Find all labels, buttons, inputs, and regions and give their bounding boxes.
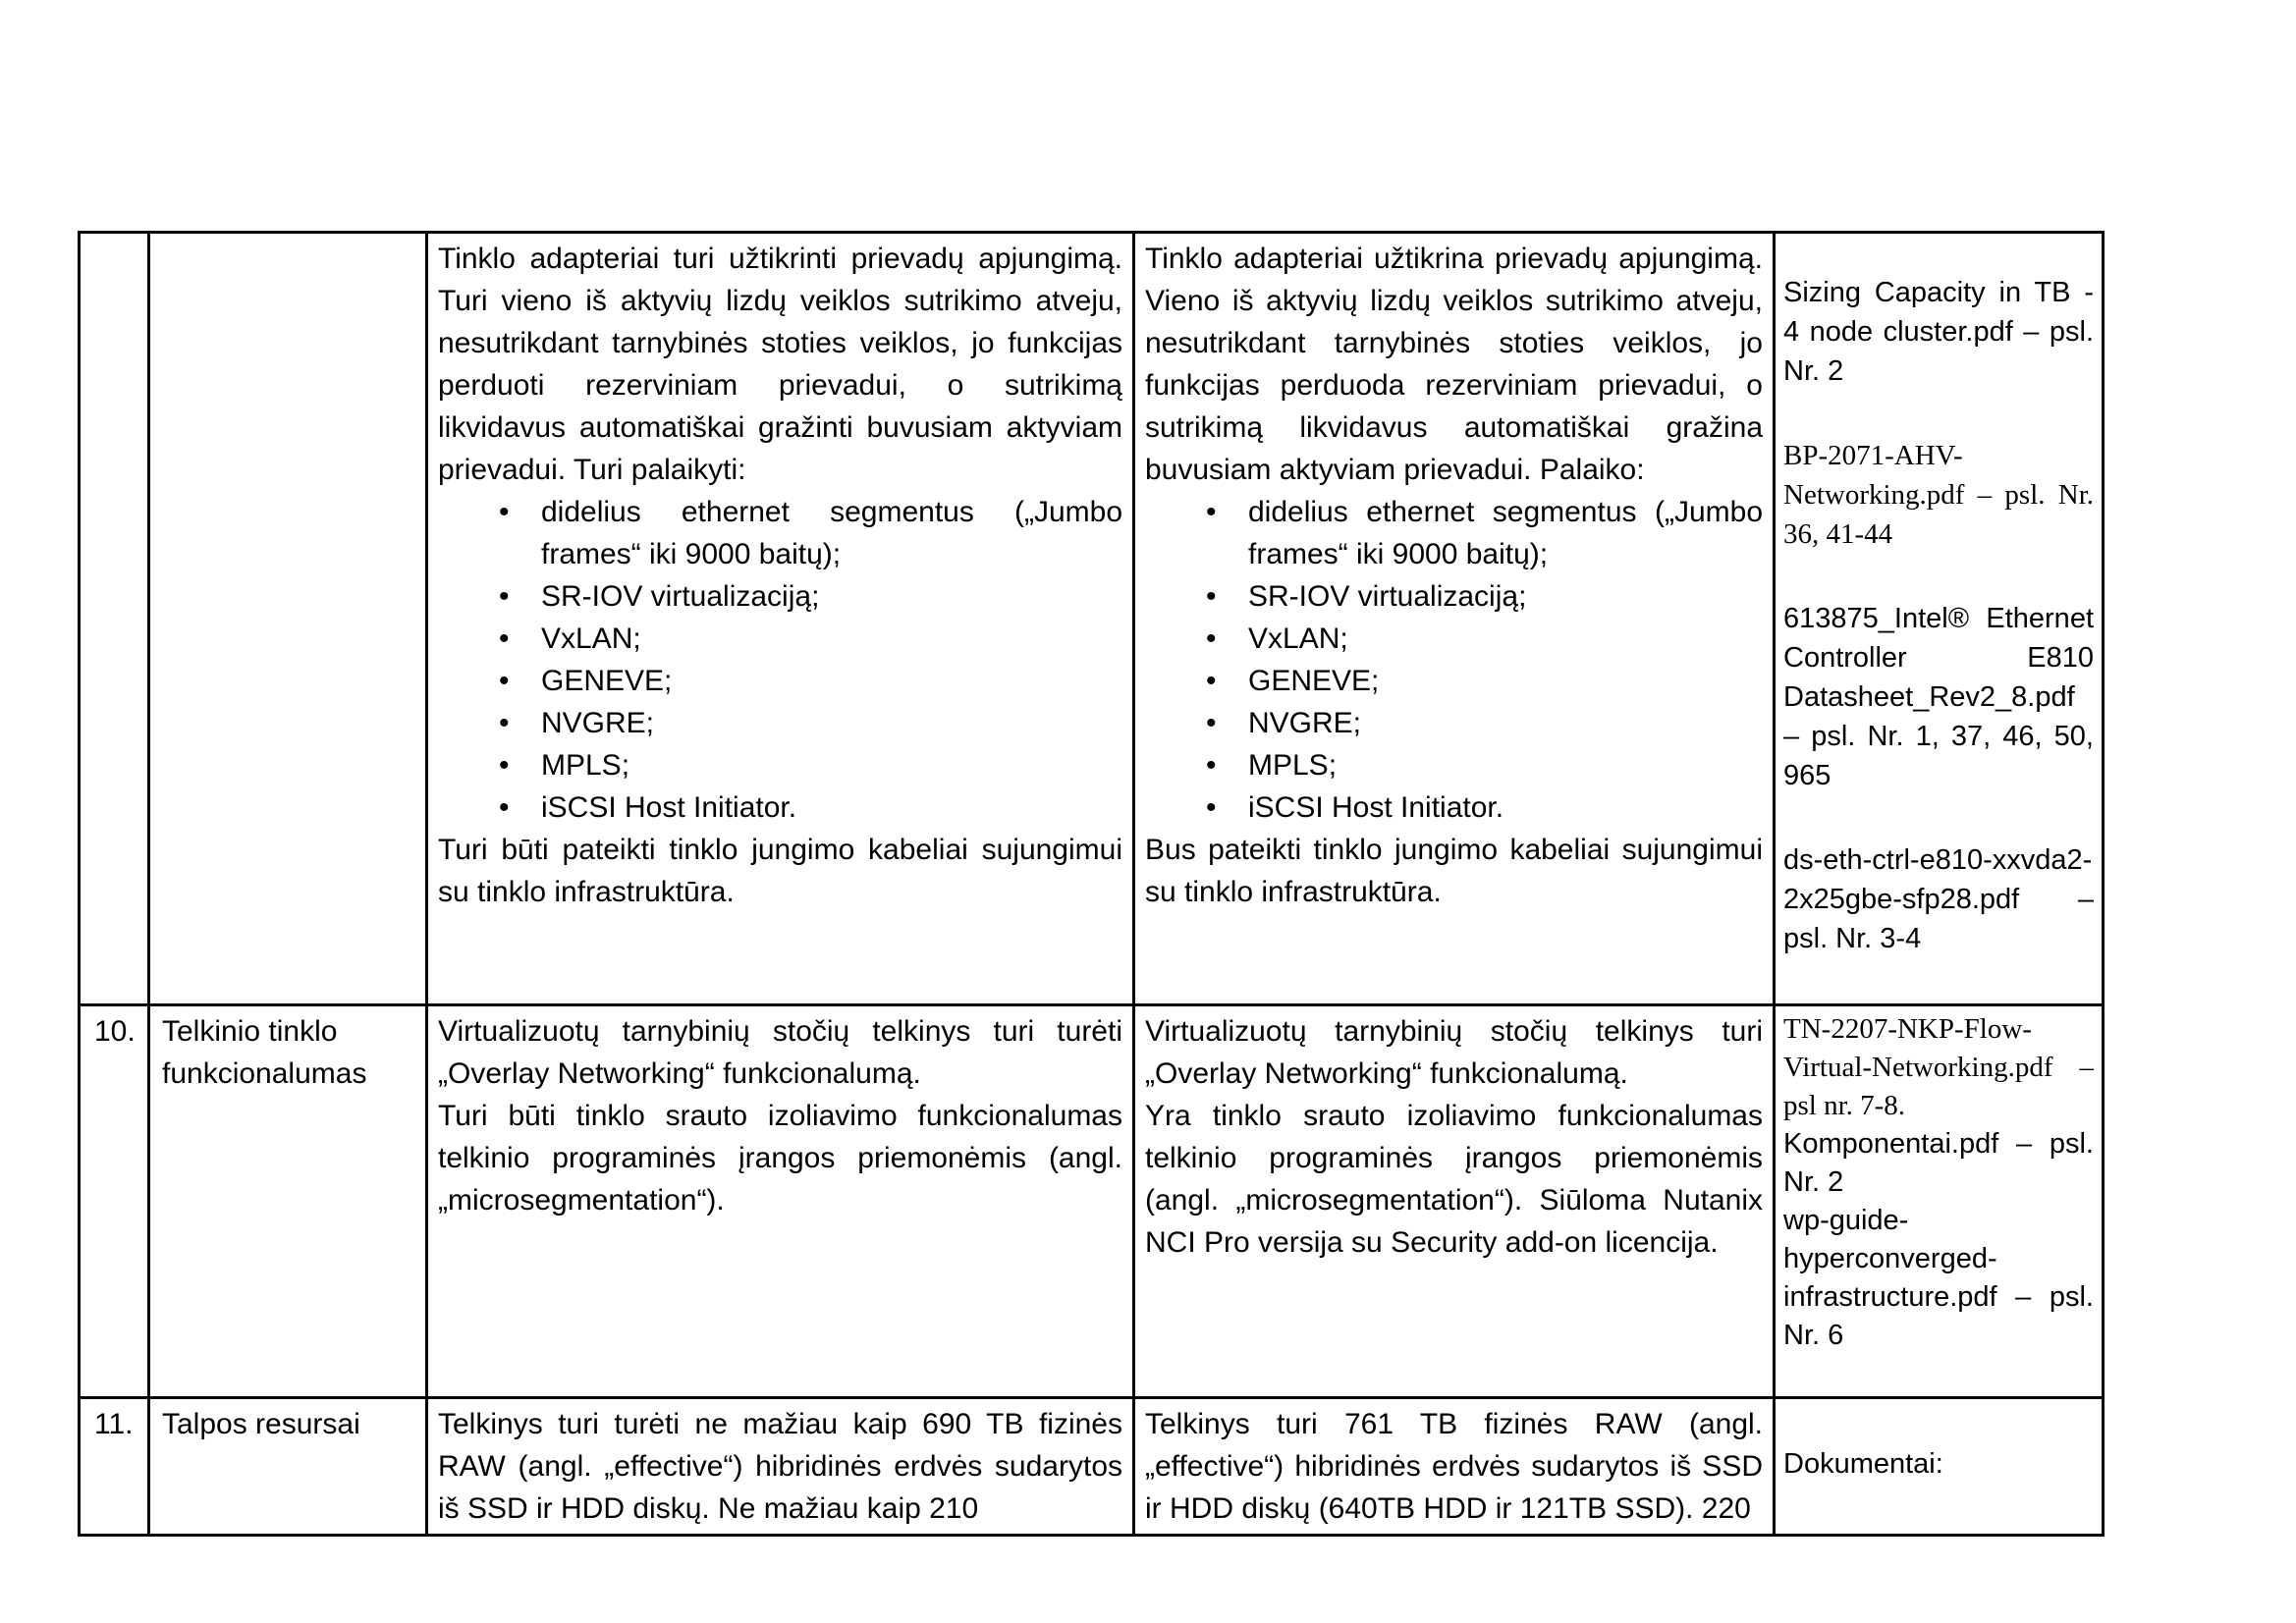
document-reference: TN-2207-NKP-Flow-Virtual-Networking.pdf – psl nr. 7-8. xyxy=(1783,1013,2094,1121)
cell-supplier-response xyxy=(1134,233,1775,1005)
row-number: 11. xyxy=(94,1408,134,1440)
cell-requirement-name xyxy=(149,1005,427,1398)
bullet-item: • VxLAN; xyxy=(438,618,1122,660)
document-reference: Sizing Capacity in TB - 4 node cluster.pdf – psl. Nr. 2 xyxy=(1783,277,2094,387)
bullet-item: • didelius ethernet segmentus („Jumbo frames“ iki 9000 baitų); xyxy=(1145,491,1763,575)
requirement-paragraph: Turi būti tinklo srauto izoliavimo funkcionalumas telkinio programinės įrangos priemonėmis (angl. „microsegmentation“). xyxy=(438,1100,1122,1217)
response-intro: Tinklo adapteriai užtikrina prievadų apjungimą. Vieno iš aktyvių lizdų veiklos sutrikimo atveju, nesutrikdant tarnybinės stoties veiklos, jo funkcijas perduoda rezerviniam prievadui, o sutrikimą likvidavus automatiškai gražina buvusiam aktyviam prievadui. Palaiko: xyxy=(1145,243,1763,486)
bullet-item: • didelius ethernet segmentus („Jumbo frames“ iki 9000 baitų); xyxy=(438,491,1122,575)
cell-number xyxy=(80,1005,149,1398)
requirement-intro: Tinklo adapteriai turi užtikrinti prievadų apjungimą. Turi vieno iš aktyvių lizdų veiklos sutrikimo atveju, nesutrikdant tarnybinės stoties veiklos, jo funkcijas perduoti rezerviniam prievadui, o sutrikimą likvidavus automatiškai gražinti buvusiam aktyviam prievadui. Turi palaikyti: xyxy=(438,243,1122,486)
requirement-name: Telkinio tinklo funkcionalumas xyxy=(162,1015,367,1090)
bullet-item: • VxLAN; xyxy=(1145,618,1763,660)
requirement-paragraph: Telkinys turi turėti ne mažiau kaip 690 TB fizinės RAW (angl. „effective“) hibridinės erdvės sudarytos iš SSD ir HDD diskų. Ne mažiau kaip 210 xyxy=(438,1408,1122,1525)
document-reference: 613875_Intel® Ethernet Controller E810 Datasheet_Rev2_8.pdf – psl. Nr. 1, 37, 46, 50, 965 xyxy=(1783,603,2094,791)
cell-requirement-text xyxy=(427,1005,1134,1398)
cell-supplier-response xyxy=(1134,1005,1775,1398)
requirement-paragraph: Virtualizuotų tarnybinių stočių telkinys turi turėti „Overlay Networking“ funkcionalumą. xyxy=(438,1015,1122,1090)
cell-requirement-name xyxy=(149,1398,427,1536)
cell-supplier-response xyxy=(1134,1398,1775,1536)
response-paragraph: Yra tinklo srauto izoliavimo funkcionalumas telkinio programinės įrangos priemonėmis (angl. „microsegmentation“). Siūloma Nutanix NCI Pro versija su Security add-on licencija. xyxy=(1145,1100,1763,1259)
bullet-item: • GENEVE; xyxy=(438,660,1122,702)
cell-requirement-name xyxy=(149,233,427,1005)
cell-number xyxy=(80,1398,149,1536)
bullet-item: • SR-IOV virtualizaciją; xyxy=(438,575,1122,618)
document-reference: Dokumentai: xyxy=(1783,1448,1943,1480)
document-reference: wp-guide-hyperconverged-infrastructure.pdf – psl. Nr. 6 xyxy=(1783,1205,2094,1351)
requirement-bullet-list xyxy=(438,491,1122,829)
bullet-item: • iSCSI Host Initiator. xyxy=(438,786,1122,829)
cell-requirement-text xyxy=(427,233,1134,1005)
table-row-11 xyxy=(80,1398,2104,1536)
requirements-table xyxy=(78,231,2105,1537)
cell-document-references xyxy=(1775,1005,2104,1398)
table-row-10 xyxy=(80,1005,2104,1398)
bullet-item: • MPLS; xyxy=(1145,744,1763,786)
requirement-name: Talpos resursai xyxy=(162,1408,360,1440)
response-bullet-list xyxy=(1145,491,1763,829)
cell-requirement-text xyxy=(427,1398,1134,1536)
bullet-item: • NVGRE; xyxy=(438,702,1122,744)
bullet-item: • MPLS; xyxy=(438,744,1122,786)
bullet-item: • NVGRE; xyxy=(1145,702,1763,744)
cell-number xyxy=(80,233,149,1005)
cell-document-references xyxy=(1775,1398,2104,1536)
cell-document-references xyxy=(1775,233,2104,1005)
document-reference: ds-eth-ctrl-e810-xxvda2-2x25gbe-sfp28.pdf – psl. Nr. 3-4 xyxy=(1783,844,2094,954)
document-reference: BP-2071-AHV-Networking.pdf – psl. Nr. 36, 41-44 xyxy=(1783,440,2094,550)
bullet-item: • GENEVE; xyxy=(1145,660,1763,702)
response-paragraph: Telkinys turi 761 TB fizinės RAW (angl. „effective“) hibridinės erdvės sudarytos iš SSD ir HDD diskų (640TB HDD ir 121TB SSD). 220 xyxy=(1145,1408,1763,1525)
table-row-continuation xyxy=(80,233,2104,1005)
response-paragraph: Virtualizuotų tarnybinių stočių telkinys turi „Overlay Networking“ funkcionalumą. xyxy=(1145,1015,1763,1090)
response-outro: Bus pateikti tinklo jungimo kabeliai sujungimui su tinklo infrastruktūra. xyxy=(1145,834,1763,908)
requirement-outro: Turi būti pateikti tinklo jungimo kabeliai sujungimui su tinklo infrastruktūra. xyxy=(438,834,1122,908)
document-reference: Komponentai.pdf – psl. Nr. 2 xyxy=(1783,1128,2094,1198)
bullet-item: • iSCSI Host Initiator. xyxy=(1145,786,1763,829)
row-number: 10. xyxy=(94,1015,136,1048)
bullet-item: • SR-IOV virtualizaciją; xyxy=(1145,575,1763,618)
